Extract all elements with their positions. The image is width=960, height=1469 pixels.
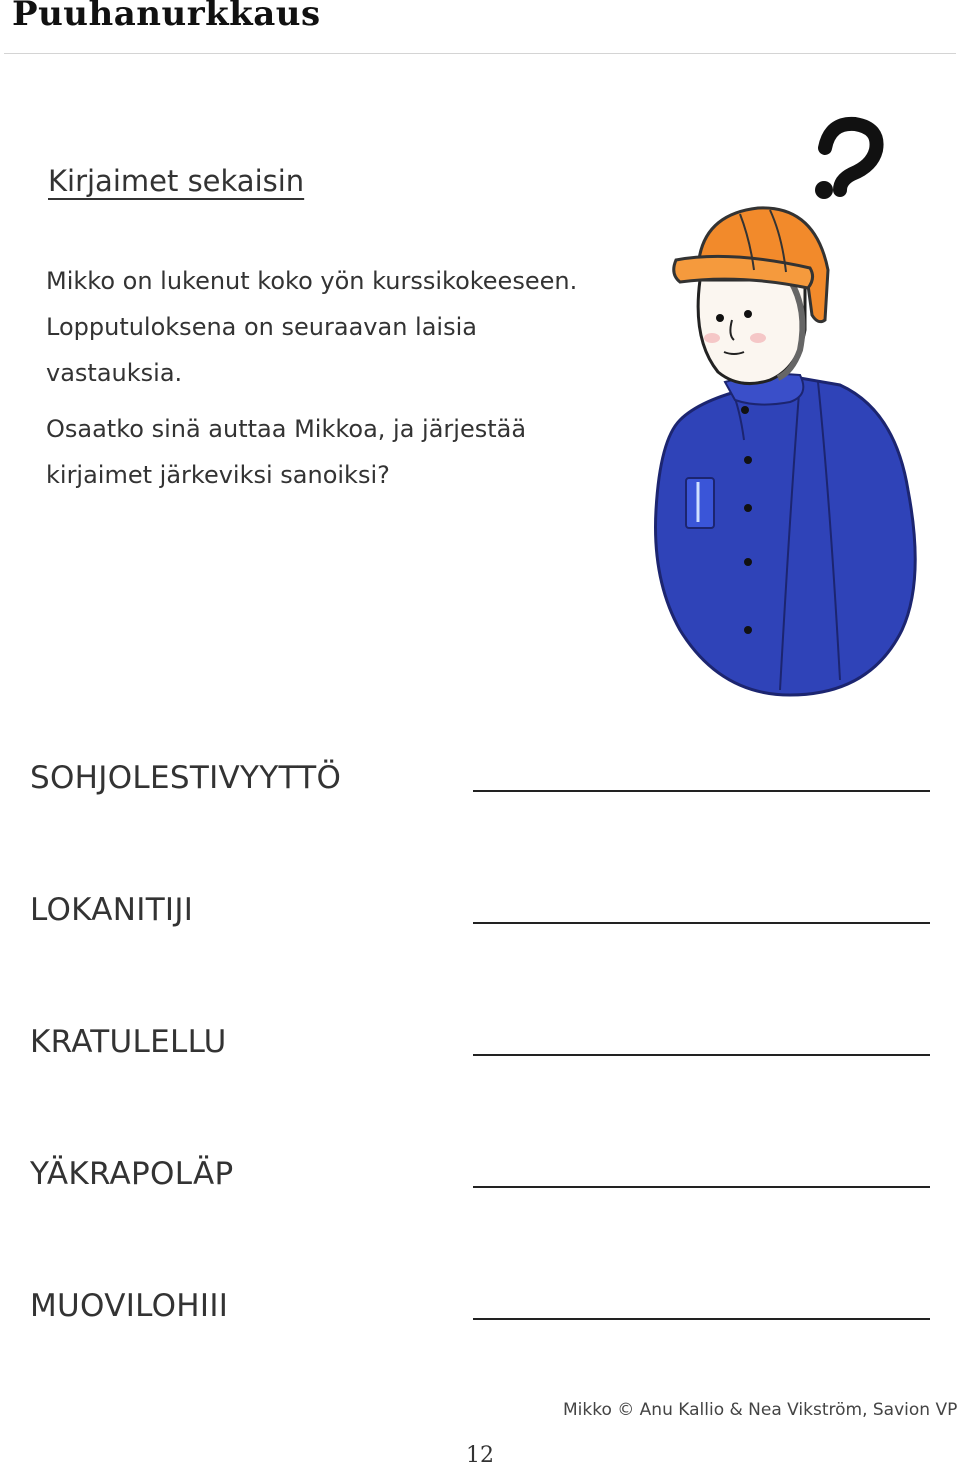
word-row [30, 760, 930, 820]
exercise-title: Kirjaimet sekaisin [48, 164, 305, 198]
intro-line: Mikko on lukenut koko yön kurssikokeeseen. [46, 267, 578, 295]
word-row [30, 1156, 930, 1216]
worker-illustration [640, 110, 940, 710]
question-mark-icon [815, 124, 877, 199]
scrambled-word: SOHJOLESTIVYYTTÖ [30, 760, 342, 796]
page-header-title: Puuhanurkkaus [12, 0, 321, 34]
head-icon [698, 280, 805, 384]
exercise-question [46, 406, 646, 498]
scrambled-word: YÄKRAPOLÄP [30, 1156, 234, 1192]
answer-line [473, 790, 930, 792]
answer-line [473, 1318, 930, 1320]
question-line: kirjaimet järkeviksi sanoiksi? [46, 461, 390, 489]
answer-line [473, 922, 930, 924]
page-number: 12 [466, 1443, 494, 1468]
intro-line: Lopputuloksena on seuraavan laisia [46, 313, 477, 341]
intro-line: vastauksia. [46, 359, 183, 387]
scrambled-word: LOKANITIJI [30, 892, 194, 928]
word-row [30, 892, 930, 952]
illustration-credit: Mikko © Anu Kallio & Nea Vikström, Savion VP [563, 1400, 958, 1420]
header-divider [4, 53, 956, 54]
scrambled-word: KRATULELLU [30, 1024, 227, 1060]
answer-line [473, 1054, 930, 1056]
word-row [30, 1024, 930, 1084]
word-row [30, 1288, 930, 1348]
exercise-intro [46, 258, 646, 396]
question-line: Osaatko sinä auttaa Mikkoa, ja järjestää [46, 415, 527, 443]
scrambled-word: MUOVILOHIII [30, 1288, 229, 1324]
answer-line [473, 1186, 930, 1188]
jacket-icon [656, 378, 916, 695]
